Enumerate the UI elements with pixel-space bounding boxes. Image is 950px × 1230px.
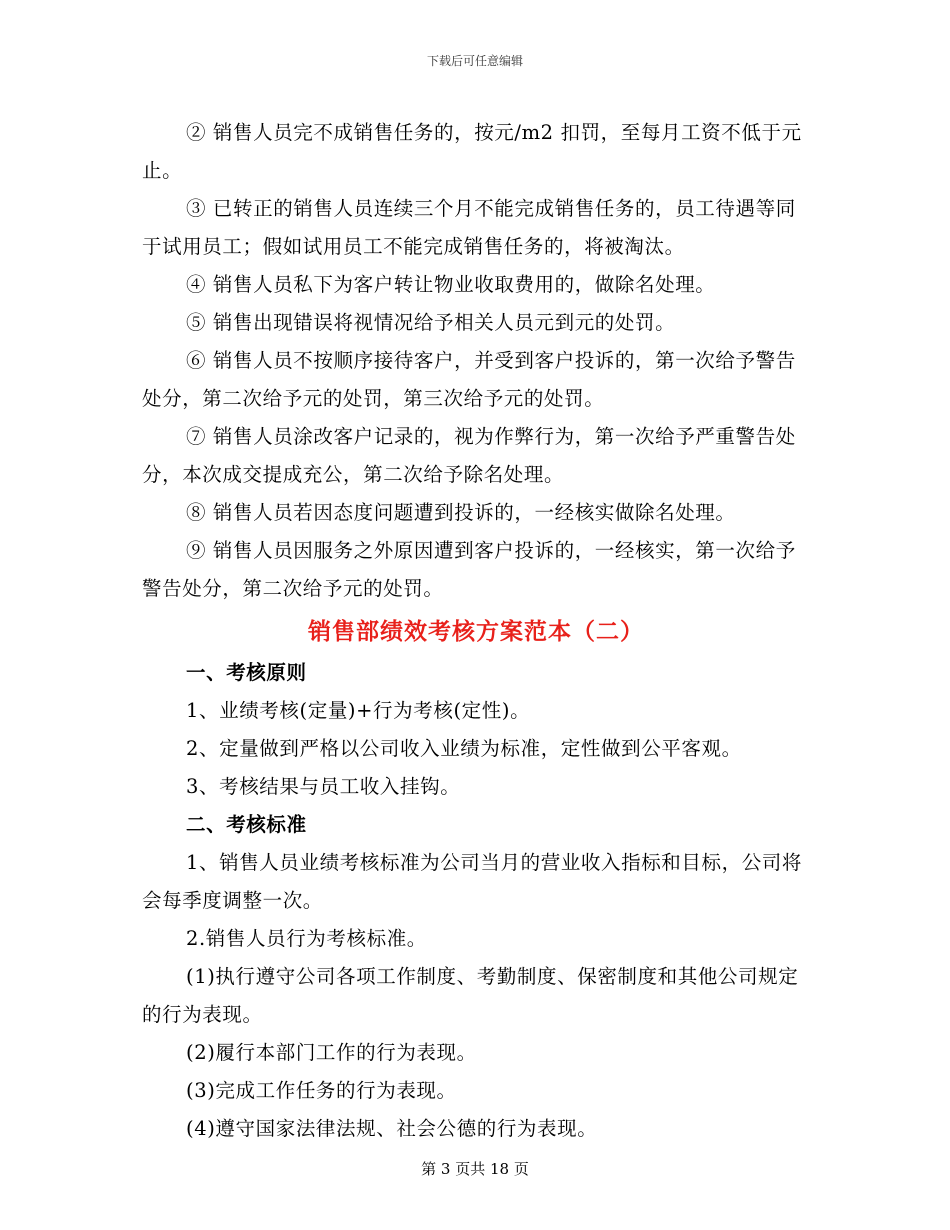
paragraph: ⑧ 销售人员若因态度问题遭到投诉的，一经核实做除名处理。	[186, 501, 736, 524]
paragraph: ② 销售人员完不成销售任务的，按元/m2 扣罚，至每月工资不低于元止。	[142, 121, 802, 182]
paragraph: ⑥ 销售人员不按顺序接待客户，并受到客户投诉的，第一次给予警告处分，第二次给予元的处罚，第三次给予元的处罚。	[142, 349, 796, 410]
paragraph: 1、业绩考核(定量)+行为考核(定性)。	[186, 699, 531, 722]
paragraph: ⑦ 销售人员涂改客户记录的，视为作弊行为，第一次给予严重警告处分，本次成交提成充公，第二次给予除名处理。	[142, 425, 796, 486]
paragraph: 2.销售人员行为考核标准。	[186, 927, 427, 950]
paragraph: ④ 销售人员私下为客户转让物业收取费用的，做除名处理。	[186, 273, 716, 296]
section-heading: 一、考核原则	[186, 661, 307, 684]
paragraph: (3)完成工作任务的行为表现。	[186, 1079, 457, 1102]
paragraph: ③ 已转正的销售人员连续三个月不能完成销售任务的，员工待遇等同于试用员工；假如试用员工不能完成销售任务的，将被淘汰。	[142, 197, 796, 258]
paragraph: ⑨ 销售人员因服务之外原因遭到客户投诉的，一经核实，第一次给予警告处分，第二次给予元的处罚。	[142, 539, 796, 600]
paragraph: 3、考核结果与员工收入挂钩。	[186, 775, 461, 798]
paragraph: ⑤ 销售出现错误将视情况给予相关人员元到元的处罚。	[186, 311, 676, 334]
page-header: 下载后可任意编辑	[426, 54, 523, 68]
paragraph: 1、销售人员业绩考核标准为公司当月的营业收入指标和目标，公司将会每季度调整一次。	[142, 851, 803, 912]
page-footer: 第 3 页共 18 页	[421, 1160, 529, 1178]
paragraph: (1)执行遵守公司各项工作制度、考勤制度、保密制度和其他公司规定的行为表现。	[142, 965, 799, 1026]
document-body	[142, 114, 810, 1148]
section-title: 销售部绩效考核方案范本（二）	[308, 618, 644, 645]
section-heading: 二、考核标准	[186, 813, 307, 836]
paragraph: (2)履行本部门工作的行为表现。	[186, 1041, 477, 1064]
paragraph: 2、定量做到严格以公司收入业绩为标准，定性做到公平客观。	[186, 737, 742, 760]
paragraph: (4)遵守国家法律法规、社会公德的行为表现。	[186, 1117, 598, 1140]
